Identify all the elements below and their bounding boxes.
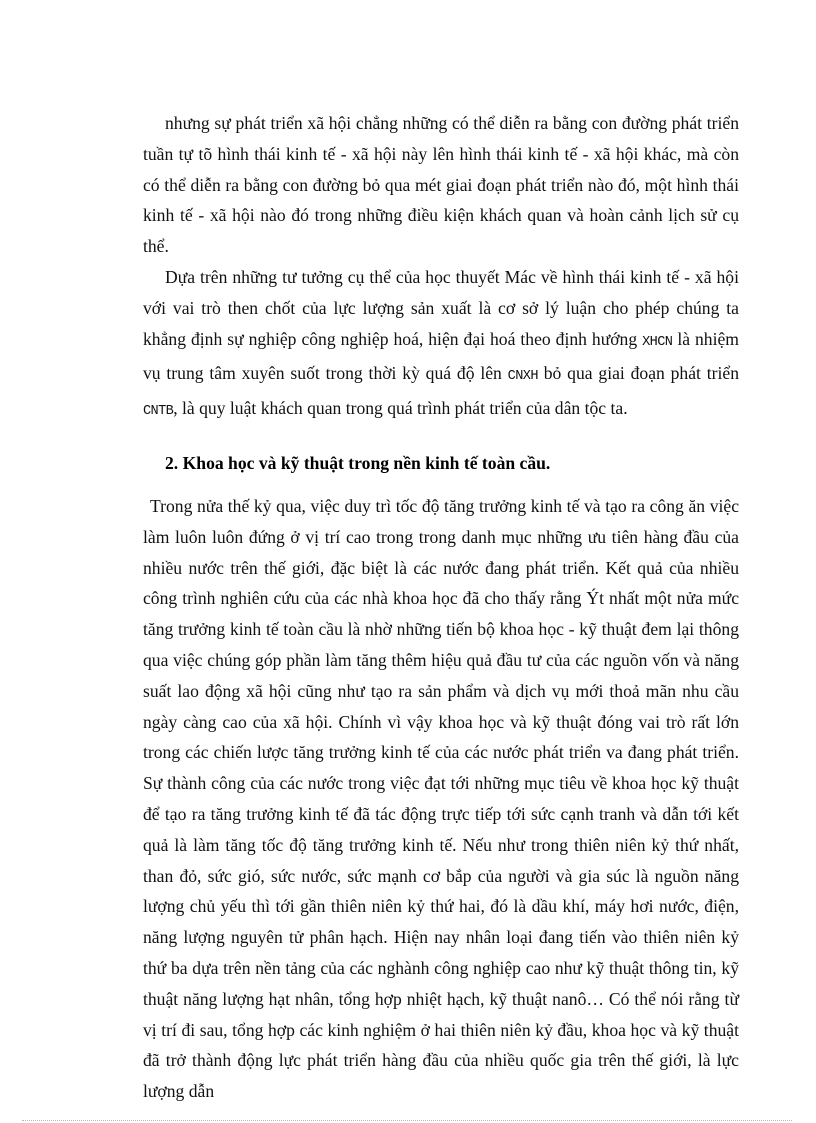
section-heading: 2. Khoa học và kỹ thuật trong nền kinh tế toàn cầu. [165,453,551,473]
paragraph-2-text-2: là nhiệm vụ trung tâm xuyên suốt trong thời kỳ quá độ lên [143,328,739,384]
paragraph-science-technology: Trong nửa thế kỷ qua, việc duy trì tốc độ tăng trưởng kinh tế và tạo ra công ăn việc làm luôn luôn đứng ở vị trí cao trong trong danh mục những ưu tiên hàng đầu của nhiều nước trên thế giới, đặc biệt là các nước đang phát triển. Kết quả của nhiều công trình nghiên cứu của các nhà khoa học đã cho thấy rằng Ýt nhất một nửa mức tăng trưởng kinh tế toàn cầu là nhờ những tiến bộ khoa học - kỹ thuật đem lại thông qua việc chúng góp phần làm tăng thêm hiệu quả đầu tư của các nguồn vốn và năng suất lao động xã hội cũng như tạo ra sản phẩm và dịch vụ mới thoả mãn nhu cầu ngày càng cao của xã hội. Chính vì vậy khoa học và kỹ thuật đóng vai trò rất lớn trong các chiến lược tăng trưởng kinh tế của các nước phát triển va đang phát triển. Sự thành công của các nước trong việc đạt tới những mục tiêu về khoa học kỹ thuật để tạo ra tăng trưởng kinh tế đã tác động trực tiếp tới sức cạnh tranh và dẫn tới kết quả là làm tăng tốc độ tăng trưởng kinh tế. Nếu như trong thiên niên kỷ thứ nhất, than đỏ, sức gió, sức nước, sức mạnh cơ bắp của người và gia súc là nguồn năng lượng chủ yếu thì tới gần thiên niên kỷ thứ hai, đó là dầu khí, máy hơi nước, điện, năng lượng nguyên tử phân hạch. Hiện nay nhân loại đang tiến vào thiên niên kỷ thứ ba dựa trên nền tảng của các nghành công nghiệp cao như kỹ thuật thông tin, kỹ thuật năng lượng hạt nhân, tổng hợp nhiệt hạch, kỹ thuật nanô… Có thể nói rằng từ vị trí đi sau, tổng hợp các kinh nghiệm ở hai thiên niên kỷ đầu, khoa học và kỹ thuật đã trở thành động lực phát triển hàng đầu của nhiều quốc gia trên thế giới, là lực lượng dẫn [143,496,739,1102]
paragraph-2-text-3: bỏ qua giai đoạn phát triển [537,363,739,384]
page-bottom-rule [22,1120,792,1121]
paragraph-2-text-4: , là quy luật khách quan trong quá trình phát triển của dân tộc ta. [173,398,628,419]
paragraph-continuation: nhưng sự phát triển xã hội chẳng những có thể diễn ra bằng con đường phát triển tuần tự tõ hình thái kinh tế - xã hội này lên hình thái kinh tế - xã hội khác, mà còn có thể diễn ra bằng con đường bỏ qua mét giai đoạn phát triển nào đó, một hình thái kinh tế - xã hội nào đó trong những điều kiện khách quan và hoàn cảnh lịch sử cụ thể. [143,113,739,257]
abbr-cnxh: CNXH [507,369,538,385]
abbr-xhcn: XHCN [642,334,673,350]
paragraph-marx-theory [143,262,739,428]
paragraph-2-text-1: Dựa trên những tư tưởng cụ thể của học thuyết Mác về hình thái kinh tế - xã hội với vai trò then chốt của lực lượng sản xuất là cơ sở lý luận cho phép chúng ta khẳng định sự nghiệp công nghiệp hoá, hiện đại hoá theo định hướng [143,267,739,349]
abbr-cntb: CNTB [143,404,174,420]
